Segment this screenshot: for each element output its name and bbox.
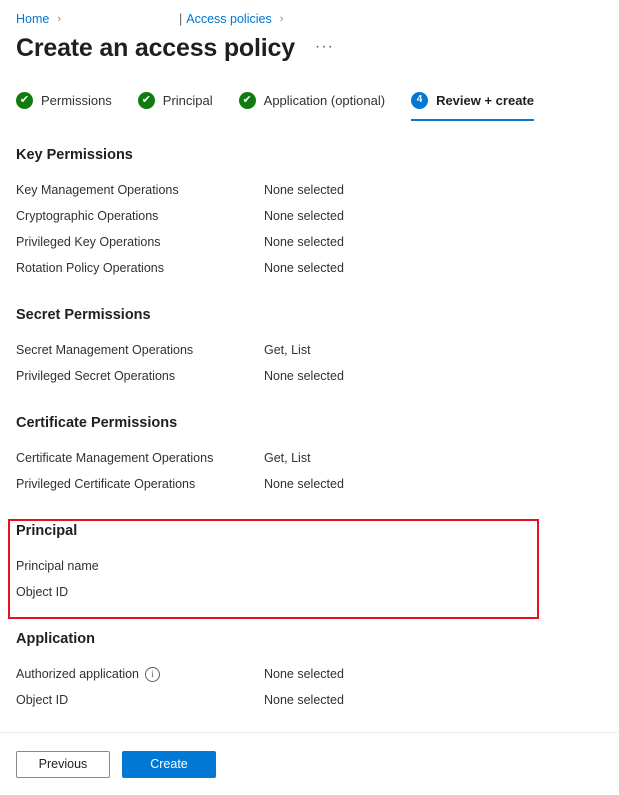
row-cryptographic-operations [16,203,603,229]
breadcrumb-home-link[interactable]: Home [16,12,50,26]
row-value: None selected [264,693,344,707]
row-principal-object-id [16,579,603,605]
row-privileged-secret-operations [16,363,603,389]
tab-permissions[interactable] [16,85,112,121]
row-certificate-management-operations [16,445,603,471]
breadcrumb-separator-icon-2: › [279,13,284,25]
row-value: None selected [264,183,344,197]
row-principal-name [16,553,603,579]
row-secret-management-operations [16,337,603,363]
row-privileged-key-operations [16,229,603,255]
breadcrumb-separator-icon: › [57,13,62,25]
row-label: Rotation Policy Operations [16,261,164,275]
row-value: None selected [264,235,344,249]
previous-button[interactable]: Previous [16,751,110,778]
breadcrumb-pipe: | [179,12,183,26]
section-heading-certificate-permissions: Certificate Permissions [16,415,178,431]
row-label [16,667,264,682]
footer-bar [0,732,619,795]
section-heading-key-permissions: Key Permissions [16,147,133,163]
row-value: None selected [264,209,344,223]
tab-principal-label: Principal [162,92,213,108]
check-icon: ✔ [16,92,33,109]
tab-review-create[interactable] [411,85,534,121]
tab-application[interactable] [239,85,385,121]
info-icon[interactable]: i [145,667,160,682]
tab-principal[interactable] [138,85,213,121]
row-label: Object ID [16,693,69,707]
row-label: Cryptographic Operations [16,209,159,223]
row-label: Principal name [16,559,99,573]
row-rotation-policy-operations [16,255,603,281]
section-heading-application: Application [16,631,95,647]
row-label: Certificate Management Operations [16,451,214,465]
row-label: Privileged Certificate Operations [16,477,196,491]
breadcrumb-access-policies-link[interactable]: Access policies [186,12,272,26]
row-label-text: Authorized application [16,667,139,681]
step-number-badge: 4 [411,92,428,109]
row-label: Object ID [16,585,69,599]
row-application-object-id [16,687,603,713]
row-privileged-certificate-operations [16,471,603,497]
page-title: Create an access policy [16,34,295,62]
create-button[interactable]: Create [122,751,216,778]
check-icon: ✔ [239,92,256,109]
row-label: Privileged Secret Operations [16,369,176,383]
row-value: None selected [264,369,344,383]
review-content [0,147,619,713]
row-authorized-application [16,661,603,687]
page-title-row [0,28,619,63]
row-key-management-operations [16,177,603,203]
row-label: Secret Management Operations [16,343,194,357]
section-heading-secret-permissions: Secret Permissions [16,307,151,323]
row-label: Privileged Key Operations [16,235,161,249]
wizard-tabs [0,85,619,121]
row-value: Get, List [264,343,311,357]
row-value: Get, List [264,451,311,465]
tab-application-label: Application (optional) [263,92,386,108]
row-label: Key Management Operations [16,183,179,197]
tab-review-create-label: Review + create [436,92,534,108]
check-icon: ✔ [138,92,155,109]
row-value: None selected [264,667,344,681]
breadcrumb [0,0,619,28]
tab-permissions-label: Permissions [41,92,112,108]
row-value: None selected [264,477,344,491]
section-heading-principal: Principal [16,523,78,539]
row-value: None selected [264,261,344,275]
more-options-icon[interactable]: ··· [314,38,334,55]
